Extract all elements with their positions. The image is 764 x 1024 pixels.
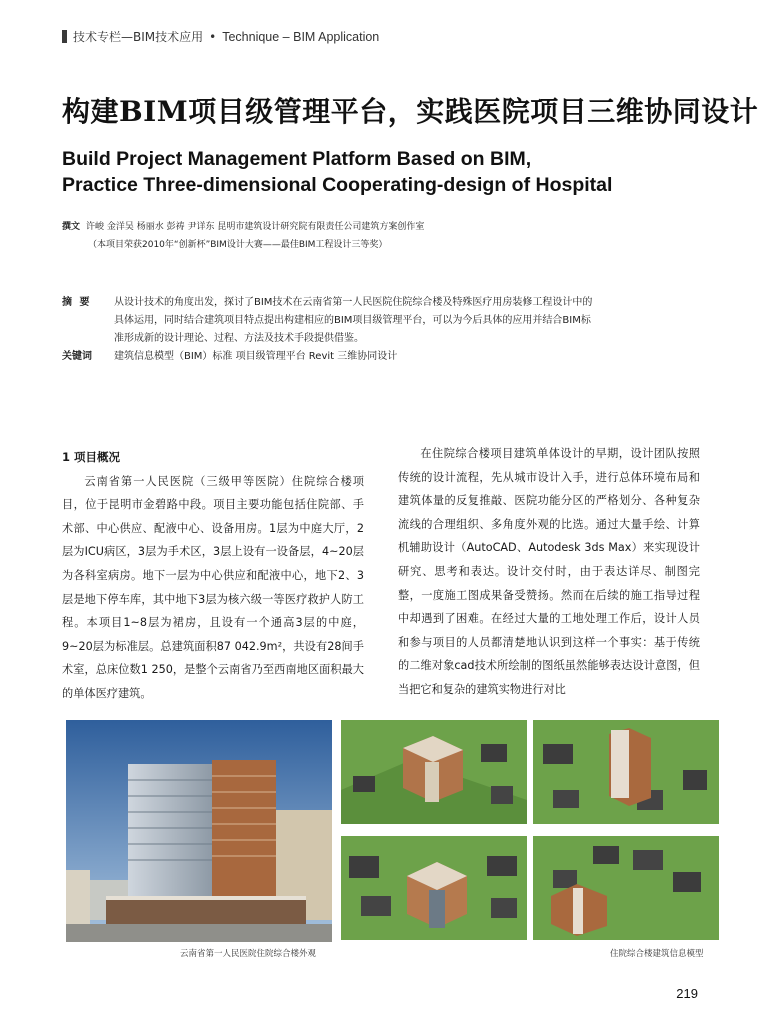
page-number: 219 xyxy=(676,986,698,1001)
body-column-left xyxy=(62,446,364,706)
header-en: Technique – BIM Application xyxy=(222,29,380,44)
bim-model-view-2 xyxy=(533,720,719,824)
section-heading: 1 项目概况 xyxy=(62,450,121,464)
bim-model-view-4 xyxy=(533,836,719,940)
abstract-block xyxy=(62,294,642,366)
article-title-en xyxy=(62,146,702,198)
header-bullet: • xyxy=(209,29,217,44)
keywords-label: 关键词 xyxy=(62,351,92,362)
running-header xyxy=(62,28,379,45)
abstract-label: 摘 要 xyxy=(62,297,92,308)
bim-model-view-3 xyxy=(341,836,527,940)
article-title-zh: 构建BIM项目级管理平台，实践医院项目三维协同设计 xyxy=(62,95,759,128)
byline xyxy=(62,218,702,254)
header-bar-mark xyxy=(62,30,67,43)
title-en-line2: Practice Three-dimensional Cooperating-design of Hospital xyxy=(62,174,613,196)
header-zh: 技术专栏—BIM技术应用 xyxy=(73,30,204,44)
body-column-right xyxy=(398,442,700,702)
byline-label: 撰文 xyxy=(62,222,81,232)
abstract-line: 具体运用，同时结合建筑项目特点提出构建相应的BIM项目级管理平台，可以为今后具体的应用并结合BIM标 xyxy=(114,315,591,326)
abstract-line: 准形成新的设计理论、过程、方法及技术手段提供借鉴。 xyxy=(114,333,364,344)
hospital-exterior-photo xyxy=(66,720,332,942)
abstract-line: 从设计技术的角度出发，探讨了BIM技术在云南省第一人民医院住院综合楼及特殊医疗用房装修工程设计中的 xyxy=(114,297,593,308)
caption-exterior: 云南省第一人民医院住院综合楼外观 xyxy=(180,949,317,959)
keywords-text: 建筑信息模型（BIM）标准 项目级管理平台 Revit 三维协同设计 xyxy=(114,351,398,362)
byline-note: （本项目荣获2010年“创新杯”BIM设计大赛——最佳BIM工程设计三等奖） xyxy=(88,240,388,250)
title-en-line1: Build Project Management Platform Based on BIM, xyxy=(62,148,532,170)
byline-authors: 许峻 金洋吴 杨丽水 彭祷 尹详东 昆明市建筑设计研究院有限责任公司建筑方案创作室 xyxy=(86,222,425,232)
bim-model-view-1 xyxy=(341,720,527,824)
caption-bim-model: 住院综合楼建筑信息模型 xyxy=(610,949,704,959)
body-paragraph: 在住院综合楼项目建筑单体设计的早期，设计团队按照传统的设计流程，先从城市设计入手，进行总体环境布局和建筑体量的反复推敲、医院功能分区的严格划分、各种复杂流线的合理组织、多角度外观的比选。通过大量手绘、计算机辅助设计（AutoCAD、Autodesk 3ds Max）来实现设计研究、思考和表达。设计交付时，由于表达详尽、制图完整，一度施工图成果备受赞扬。然而在后续的施工指导过程中却遇到了困难。在经过大量的工地处理工作后，设计人员和参与项目的人员都清楚地认识到这样一个事实：基于传统的二维对象cad技术所绘制的图纸虽然能够表达设计意图，但当把它和复杂的建筑实物进行对比 xyxy=(398,447,700,696)
body-paragraph: 云南省第一人民医院（三级甲等医院）住院综合楼项目，位于昆明市金碧路中段。项目主要功能包括住院部、手术部、中心供应、配液中心、设备用房。1层为中庭大厅，2层为ICU病区，3层为手术区，3层上设有一设备层，4~20层为各科室病房。地下一层为中心供应和配液中心，地下2、3层是地下停车库，其中地下3层为核六级一等医疗救护人防工程。本项目1~8层为裙房，且设有一个通高3层的中庭，9~20层为标准层。总建筑面积87 042.9m²，共设有28间手术室，总床位数1 250，是整个云南省乃至西南地区面积最大的单体医疗建筑。 xyxy=(62,474,364,700)
